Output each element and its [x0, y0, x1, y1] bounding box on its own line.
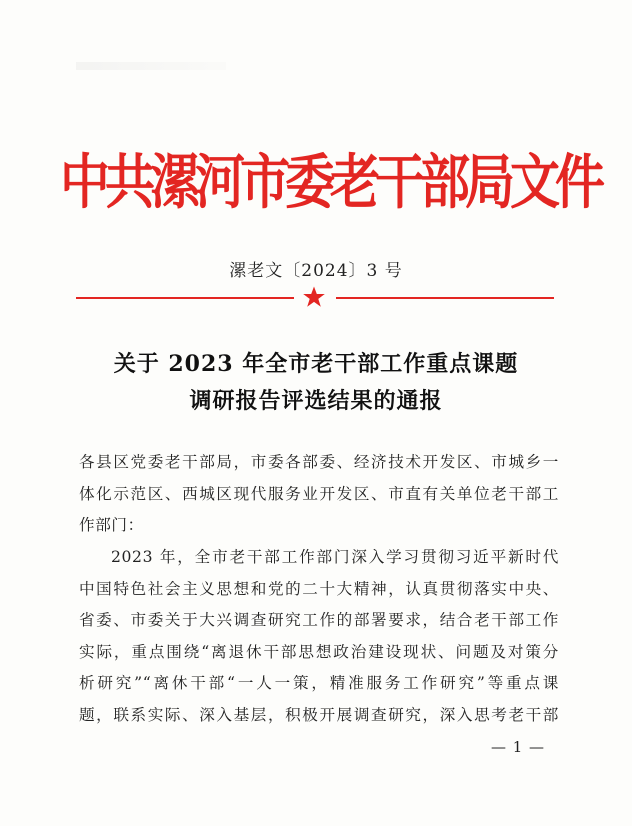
- notice-title-line-1: 关于 2023 年全市老干部工作重点课题: [113, 351, 519, 377]
- masthead-title: 中共漯河市委老干部局文件: [60, 147, 600, 217]
- page-number: — 1 —: [490, 738, 546, 756]
- notice-title-line-2: 调研报告评选结果的通报: [189, 388, 443, 414]
- salutation-line: 作部门：: [79, 516, 144, 535]
- document-number: 漯老文〔2024〕3 号: [229, 261, 403, 281]
- body-line: 2023 年，全市老干部工作部门深入学习贯彻习近平新时代: [111, 548, 559, 566]
- red-star-icon: [302, 285, 326, 309]
- red-rule-left: [76, 297, 294, 299]
- salutation-line: 体化示范区、西城区现代服务业开发区、市直有关单位老干部工: [79, 484, 559, 503]
- body-line: 省委、市委关于大兴调查研究工作的部署要求，结合老干部工作: [79, 611, 559, 630]
- red-rule-right: [336, 297, 554, 299]
- body-paragraph: [79, 542, 559, 732]
- scan-smudge: [76, 62, 226, 70]
- body-line: 析研究”“离休干部“一人一策，精准服务工作研究”等重点课: [79, 674, 559, 693]
- body-line: 中国特色社会主义思想和党的二十大精神，认真贯彻落实中央、: [79, 579, 559, 598]
- salutation-line: 各县区党委老干部局，市委各部委、经济技术开发区、市城乡一: [79, 453, 559, 471]
- body-line: 题，联系实际、深入基层，积极开展调查研究，深入思考老干部: [79, 705, 559, 724]
- salutation: [79, 447, 559, 542]
- body-line: 实际，重点围绕“离退休干部思想政治建设现状、问题及对策分: [79, 642, 559, 661]
